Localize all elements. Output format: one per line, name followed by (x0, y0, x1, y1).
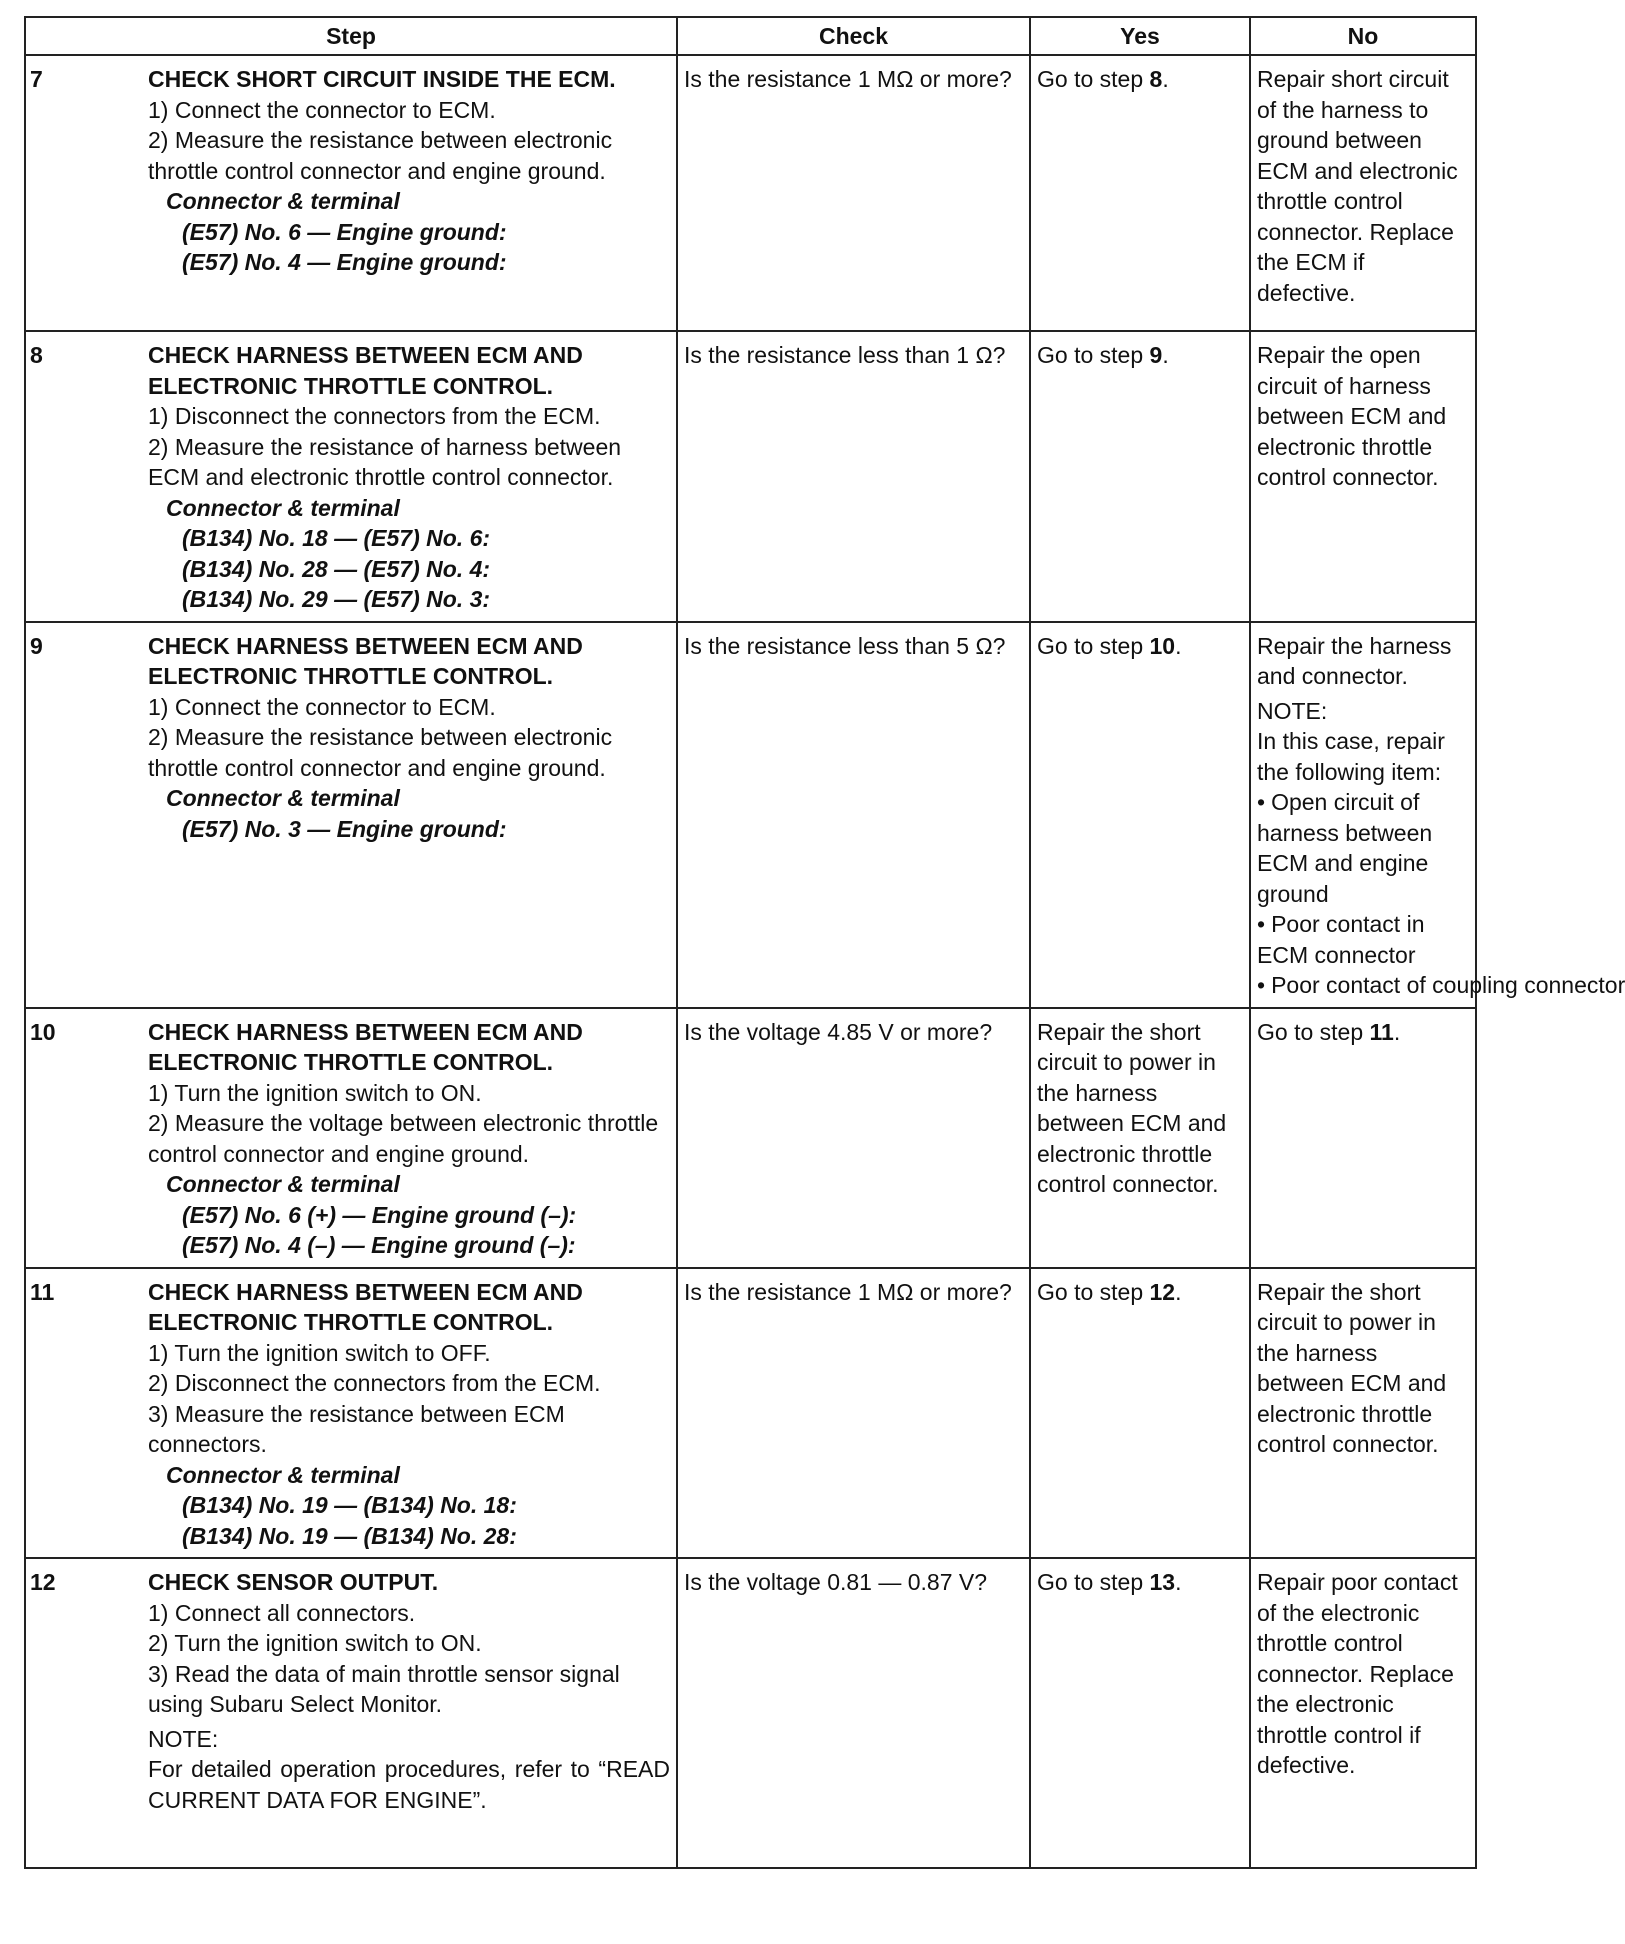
check-cell: Is the voltage 4.85 V or more? (677, 1008, 1030, 1268)
yes-suffix: . (1175, 632, 1182, 659)
check-cell: Is the resistance 1 MΩ or more? (677, 1268, 1030, 1559)
terminal-line: (E57) No. 6 — Engine ground: (182, 218, 507, 245)
step-number: 7 (30, 66, 43, 92)
no-text: Repair the harness and connector. (1257, 632, 1452, 689)
step-ref: 10 (1149, 632, 1176, 659)
step-item: 2) Measure the resistance between electronic throttle control connector and engine ground. (148, 127, 613, 184)
no-cell (1250, 1008, 1476, 1268)
step-cell (25, 1268, 677, 1559)
yes-text: Go to step (1037, 66, 1150, 92)
step-title: CHECK SHORT CIRCUIT INSIDE THE ECM. (148, 66, 616, 92)
table-row (25, 1558, 1476, 1868)
step-item: 2) Disconnect the connectors from the ECM. (148, 1370, 601, 1396)
step-number: 9 (30, 632, 43, 659)
terminal-line: (E57) No. 3 — Engine ground: (182, 815, 507, 842)
step-number: 10 (30, 1018, 56, 1045)
step-item: 1) Turn the ignition switch to OFF. (148, 1339, 491, 1366)
check-cell: Is the voltage 0.81 — 0.87 V? (677, 1558, 1030, 1868)
step-title: CHECK HARNESS BETWEEN ECM AND ELECTRONIC THROTTLE CONTROL. (148, 1278, 583, 1335)
step-item: 1) Turn the ignition switch to ON. (148, 1079, 482, 1106)
step-item: 3) Measure the resistance between ECM connectors. (148, 1400, 565, 1457)
yes-suffix: . (1162, 342, 1169, 368)
note-label: NOTE: (1257, 697, 1328, 724)
no-cell: Repair the short circuit to power in the harness between ECM and electronic throttle control connector. (1250, 1268, 1476, 1559)
step-ref: 13 (1149, 1569, 1176, 1595)
no-suffix: . (1393, 1018, 1401, 1045)
step-title: CHECK SENSOR OUTPUT. (148, 1569, 439, 1595)
step-ref: 8 (1149, 66, 1163, 92)
note-label: NOTE: (148, 1725, 219, 1752)
step-cell (25, 331, 677, 622)
step-ref: 12 (1149, 1278, 1176, 1305)
step-item: 1) Disconnect the connectors from the ECM. (148, 403, 601, 429)
step-cell (25, 1558, 677, 1868)
yes-text: Go to step (1037, 342, 1150, 368)
connector-terminal-label: Connector & terminal (166, 188, 400, 214)
connector-terminal-label: Connector & terminal (166, 1461, 400, 1488)
yes-cell (1030, 1558, 1250, 1868)
table-row (25, 1008, 1476, 1268)
bullet-item: • Poor contact of coupling connector (1257, 970, 1469, 1001)
yes-suffix: . (1162, 66, 1169, 92)
step-title: CHECK HARNESS BETWEEN ECM AND ELECTRONIC THROTTLE CONTROL. (148, 1018, 583, 1075)
note-text: In this case, repair the following item: (1257, 728, 1445, 785)
no-cell: Repair the open circuit of harness between ECM and electronic throttle control connector. (1250, 331, 1476, 622)
step-item: 1) Connect all connectors. (148, 1599, 416, 1626)
yes-text: Go to step (1037, 1569, 1150, 1595)
connector-terminal-label: Connector & terminal (166, 785, 400, 811)
terminal-line: (E57) No. 4 — Engine ground: (182, 249, 507, 275)
yes-cell (1030, 1268, 1250, 1559)
terminal-line: (E57) No. 4 (–) — Engine ground (–): (182, 1232, 576, 1258)
step-ref: 11 (1369, 1018, 1394, 1045)
bullet-item: • Poor contact in ECM connector (1257, 909, 1469, 970)
terminal-line: (B134) No. 19 — (B134) No. 28: (182, 1522, 517, 1549)
step-item: 1) Connect the connector to ECM. (148, 693, 496, 720)
step-number: 11 (30, 1278, 55, 1305)
no-cell: Repair short circuit of the harness to ground between ECM and electronic throttle control connector. Replace the ECM if defective. (1250, 55, 1476, 331)
terminal-line: (B134) No. 29 — (E57) No. 3: (182, 586, 491, 612)
bullet-item: • Open circuit of harness between ECM and engine ground (1257, 787, 1469, 909)
check-cell: Is the resistance 1 MΩ or more? (677, 55, 1030, 331)
header-no: No (1250, 17, 1476, 55)
yes-cell (1030, 331, 1250, 622)
yes-cell: Repair the short circuit to power in the harness between ECM and electronic throttle control connector. (1030, 1008, 1250, 1268)
note-text: For detailed operation procedures, refer to “READ CURRENT DATA FOR ENGINE”. (148, 1756, 670, 1813)
yes-suffix: . (1175, 1278, 1182, 1305)
step-cell (25, 55, 677, 331)
no-cell (1250, 622, 1625, 1008)
step-item: 3) Read the data of main throttle sensor signal using Subaru Select Monitor. (148, 1660, 620, 1717)
step-cell (25, 622, 677, 1008)
yes-text: Go to step (1037, 1278, 1150, 1305)
step-number: 8 (30, 342, 43, 368)
table-row (25, 622, 1476, 1008)
step-item: 2) Measure the voltage between electronic throttle control connector and engine ground. (148, 1110, 659, 1167)
step-ref: 9 (1149, 342, 1163, 368)
table-row (25, 1268, 1476, 1559)
yes-cell (1030, 55, 1250, 331)
step-item: 1) Connect the connector to ECM. (148, 96, 496, 123)
diagnostic-table (24, 16, 1625, 1869)
step-item: 2) Turn the ignition switch to ON. (148, 1630, 482, 1656)
check-cell: Is the resistance less than 5 Ω? (677, 622, 1030, 1008)
step-cell (25, 1008, 677, 1268)
terminal-line: (B134) No. 19 — (B134) No. 18: (182, 1492, 517, 1518)
yes-suffix: . (1175, 1569, 1182, 1595)
connector-terminal-label: Connector & terminal (166, 1171, 400, 1197)
terminal-line: (E57) No. 6 (+) — Engine ground (–): (182, 1201, 577, 1228)
no-cell: Repair poor contact of the electronic throttle control connector. Replace the electronic throttle control if defective. (1250, 1558, 1476, 1868)
step-number: 12 (30, 1569, 56, 1595)
header-check: Check (677, 17, 1030, 55)
check-cell: Is the resistance less than 1 Ω? (677, 331, 1030, 622)
table-row (25, 55, 1476, 331)
step-title: CHECK HARNESS BETWEEN ECM AND ELECTRONIC THROTTLE CONTROL. (148, 342, 583, 399)
connector-terminal-label: Connector & terminal (166, 494, 400, 521)
terminal-line: (B134) No. 18 — (E57) No. 6: (182, 525, 491, 551)
step-item: 2) Measure the resistance of harness between ECM and electronic throttle control connector. (148, 433, 622, 490)
terminal-line: (B134) No. 28 — (E57) No. 4: (182, 555, 491, 582)
header-yes: Yes (1030, 17, 1250, 55)
step-item: 2) Measure the resistance between electronic throttle control connector and engine ground. (148, 724, 613, 781)
table-row (25, 331, 1476, 622)
no-text: Go to step (1257, 1018, 1370, 1045)
table-header-row (25, 17, 1476, 55)
header-step: Step (25, 17, 677, 55)
step-title: CHECK HARNESS BETWEEN ECM AND ELECTRONIC THROTTLE CONTROL. (148, 632, 583, 689)
yes-cell (1030, 622, 1250, 1008)
yes-text: Go to step (1037, 632, 1150, 659)
